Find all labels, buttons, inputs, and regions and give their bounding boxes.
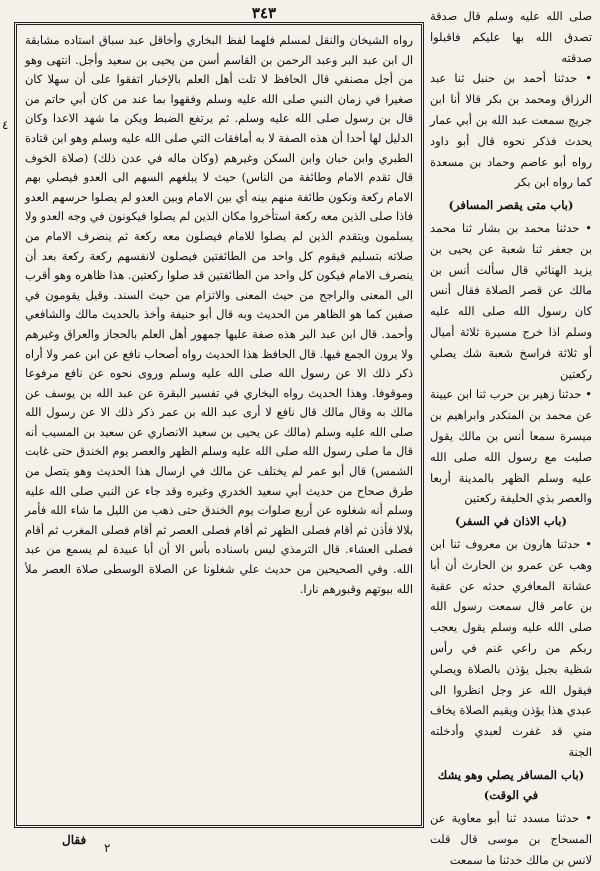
main-commentary-text: رواه الشيخان والنقل لمسلم فلهما لفظ البخاري وأخاقل عبد سباق استاده مشابقة ال ابن عبد البر وعبد الرحمن بن القاسم أسن من يحيى بن سعيد وأجل. انتهى وهو من أجل مصنفي قال الحافظ لا تلت أهل العلم بالإخبار اتفقوا على أن سهلا كان صغيرا في زمان النبي صلى الله عليه وسلم وفقهوا بما عند من كان أبي حاتم من قال بن رسول صلى الله عليه وسلم. ثم يرتفع الضبط ويكن ما شهد الاعدا وكان الدليل لها أحدا أن هذه الصفة لا به أمافقات التي صلى الله عليه وسلم وهو ابن قتادة الطبري وابن حبان وابن السكن وغيرهم (وكان ماله في عدن ذلك) (صلاة الخوف قال تقدم الامام وطائفة من الناس) حيث لا يبلغهم السهم الى العدو فيصلي بهم الامام ركعة ونكون طائفة منهم بينه أي بين الامام وبين العدو لم يصلوا حرسهم العدو فاذا صلى الذين معه ركعة استأخروا مكان الذين لم يصلوا فيكونون في وجه العدو ولا يسلمون ويتقدم الذين لم يصلوا للامام فيصلون معه ركعة ثم ينصرف الامام من صلاته بتسليم فيقوم كل واحد من الطائفتين فيصلون لانفسهم ركعة ركعة بعد أن ينصرف الامام فيكون كل واحد من الطائفتين قد صلوا ركعتين. هذا ظاهره وهو أقرب الى المعنى والراجح من حيث المعنى والاتزام من حيث السند. وقيل يقومون في صفين كما هو الظاهر من الحديث وبه قال أبو حنيفة وأخذ بالحديث مالك والشافعي وأحمد. قال ابن عبد البر هذه صفة عليها جمهور أهل العلم بالحجاز والعراق وغيرهم ولا يرون الجمع فيها. قال الحافظ هذا الحديث رواه أصحاب نافع عن ابن عمر ولا أراه ذكر ذلك الا عن رسول الله صلى الله عليه وسلم وروى نحوه عن نافع مرفوعا وموقوفا. وهذا الحديث رواه البخاري في تفسير البقرة عن عبد الله بن يوسف عن مالك به وقال مالك قال نافع لا أرى عبد الله بن عمر ذكر ذلك الا عن رسول الله صلى الله عليه وسلم (مالك عن يحيى بن سعيد الانصاري عن سعيد بن المسيب أنه قال ما صلى رسول الله صلى الله عليه وسلم الظهر والعصر يوم الخندق حتى غابت الشمس) قال أبو عمر لم يختلف عن مالك في ارسال هذا الحديث وهو يتصل من طرق صحاح من حديث أبي سعيد الخدري وغيره وقد جاء عن النبي صلى الله عليه وسلم أنه شغلوه عن أربع صلوات يوم الخندق حتى ذهب من الليل ما شاء الله فأمر بلالا فأذن ثم أقام فصلى الظهر ثم أقام فصلى العصر ثم أقام فصلى المغرب ثم أقام فصلى العشاء. قال الترمذي ليس باسناده بأس الا أن أبا عبيدة لم يسمع من عبد الله. وفي الصحيحين من حديث علي شغلونا عن الصلاة الوسطى صلاة العصر ملأ الله بيوتهم وقبورهم نارا.	[25, 34, 413, 596]
page-number: ٣٤٣	[251, 4, 277, 22]
margin-text-block: • حدثنا محمد بن بشار ثنا محمد بن جعفر ثنا شعبة عن يحيى بن يزيد الهنائي قال سألت أنس بن مالك عن قصر الصلاة فقال أنس كان رسول الله صلى الله عليه وسلم اذا خرج مسيرة ثلاثة أميال أو ثلاثة فراسخ شعبة شك يصلي ركعتين	[430, 220, 592, 381]
margin-mark: ٤	[2, 118, 9, 132]
chapter-heading: (باب متى يقصر المسافر)	[448, 198, 574, 213]
chapter-heading: (باب المسافر يصلي وهو يشك في الوقت)	[437, 767, 585, 803]
margin-text-block: • حدثنا زهير بن حرب ثنا ابن عيينة عن محمد بن المنكدر وابراهيم بن ميسرة سمعا أنس بن مالك يقول صليت مع رسول الله صلى الله عليه وسلم الظهر بالمدينة أربعا والعصر بذي الحليفة ركعتين	[430, 387, 592, 506]
signature-mark: ٢	[104, 841, 111, 855]
margin-text-block: • حدثنا أحمد بن حنبل ثنا عبد الرزاق ومحمد بن بكر قالا أنا ابن جريج سمعت عبد الله بن أبي عمار يحدث فذكر نحوه قال أبو داود رواه أبو عاصم وحماد بن مسعدة كما رواه ابن بكر	[430, 71, 592, 190]
main-text-frame	[14, 22, 424, 828]
catchword: فقال	[62, 833, 87, 847]
margin-text-block: • حدثنا هارون بن معروف ثنا ابن وهب عن عمرو بن الحارث أن أبا عشانة المعافري حدثه عن عقبة بن عامر قال سمعت رسول الله صلى الله عليه وسلم يقول يعجب ربكم من راعي غنم في رأس شظية بجبل يؤذن بالصلاة ويصلي فيقول الله عز وجل انظروا الى عبدي هذا يؤذن ويقيم الصلاة يخاف مني قد غفرت لعبدي وأدخلته الجنة	[430, 536, 592, 759]
chapter-heading: (باب الاذان في السفر)	[454, 514, 568, 529]
margin-text-block: • حدثنا مسدد ثنا أبو معاوية عن المسحاج بن موسى قال قلت لانس بن مالك حدثنا ما سمعت	[430, 811, 592, 867]
margin-hadith-column	[430, 6, 592, 867]
margin-text-block: صلى الله عليه وسلم قال صدقة تصدق الله بها عليكم فاقبلوا صدقته	[430, 9, 592, 65]
